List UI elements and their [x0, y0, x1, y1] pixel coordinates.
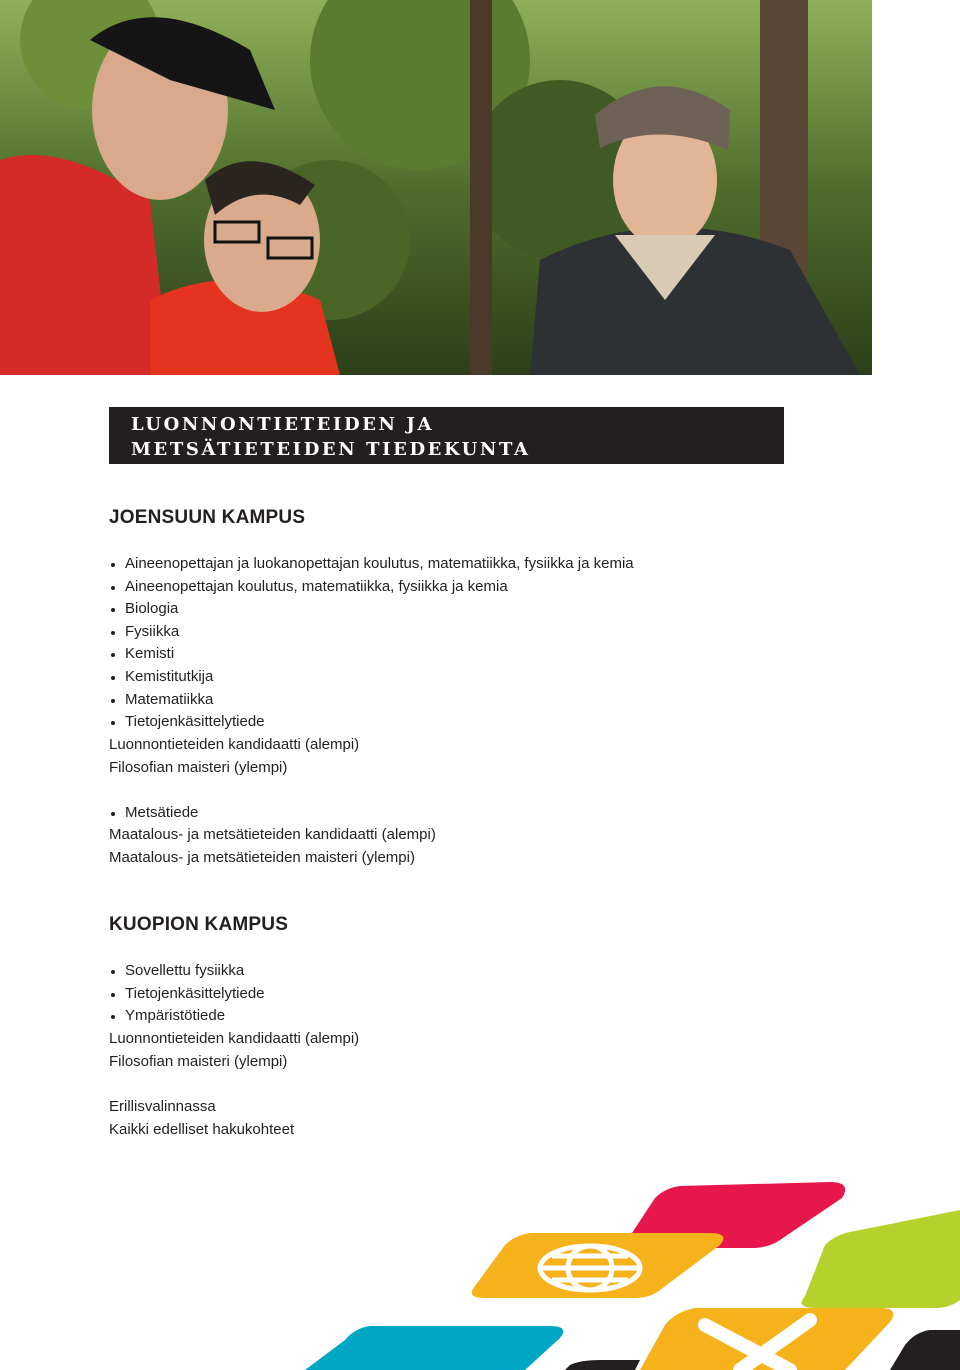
banner-line-1: LUONNONTIETEIDEN JA — [131, 414, 435, 435]
green-tile — [802, 1210, 960, 1308]
list-item: Ympäristötiede — [109, 1007, 225, 1025]
separate-admission-value: Kaikki edelliset hakukohteet — [109, 1121, 295, 1138]
degree-line: Maatalous- ja metsätieteiden maisteri (ylempi) — [109, 849, 415, 866]
degree-line: Maatalous- ja metsätieteiden kandidaatti (alempi) — [109, 826, 436, 843]
degree-line: Filosofian maisteri (ylempi) — [109, 1053, 288, 1070]
kuopio-campus-title: KUOPION KAMPUS — [109, 914, 289, 935]
list-item: Matematiikka — [109, 691, 213, 709]
list-item: Tietojenkäsittelytiede — [109, 985, 265, 1003]
list-item: Aineenopettajan ja luokanopettajan koulutus, matematiikka, fysiikka ja kemia — [109, 555, 634, 573]
dark-tile — [890, 1330, 960, 1370]
list-item: Kemistitutkija — [109, 668, 213, 686]
banner-line-2: METSÄTIETEIDEN TIEDEKUNTA — [131, 439, 531, 460]
cyan-tile — [305, 1326, 563, 1370]
joensuu-campus-title: JOENSUUN KAMPUS — [109, 507, 306, 528]
degree-line: Filosofian maisteri (ylempi) — [109, 759, 288, 776]
faculty-title-banner — [109, 407, 784, 464]
degree-line: Luonnontieteiden kandidaatti (alempi) — [109, 736, 360, 753]
degree-line: Luonnontieteiden kandidaatti (alempi) — [109, 1030, 360, 1047]
separate-admission-label: Erillisvalinnassa — [109, 1098, 216, 1115]
list-item: Tietojenkäsittelytiede — [109, 713, 265, 731]
list-item: Metsätiede — [109, 804, 198, 822]
list-item: Biologia — [109, 600, 178, 618]
list-item: Kemisti — [109, 645, 174, 663]
decorative-tiles — [0, 1140, 960, 1370]
header-photo — [0, 0, 872, 375]
list-item: Sovellettu fysiikka — [109, 962, 244, 980]
list-item: Aineenopettajan koulutus, matematiikka, fysiikka ja kemia — [109, 578, 508, 596]
list-item: Fysiikka — [109, 623, 179, 641]
